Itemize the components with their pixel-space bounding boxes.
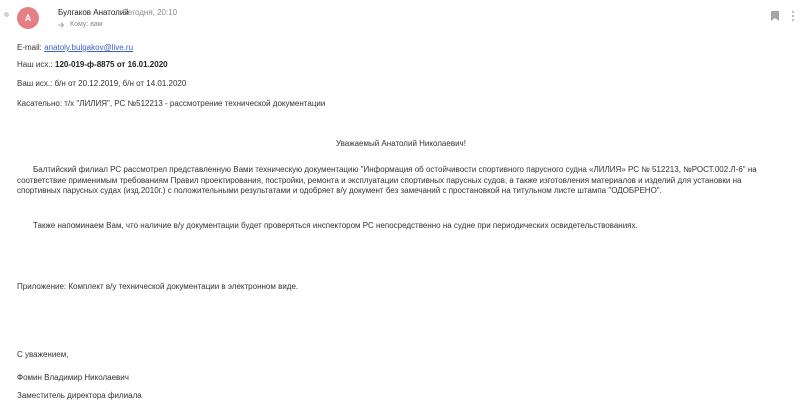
email-label: E-mail: [17, 43, 42, 52]
our-ref-label: Наш исх.: [17, 60, 53, 69]
your-reference: Ваш исх.: б/н от 20.12.2019, б/н от 14.01.2020 [17, 79, 187, 88]
unread-indicator-dot[interactable] [4, 12, 9, 17]
message-date: Сегодня, 20:10 [122, 8, 178, 17]
email-link[interactable]: anatoly.bulgakov@live.ru [44, 43, 134, 52]
sender-avatar[interactable] [17, 7, 39, 29]
recipient-line[interactable]: Кому: вам [70, 21, 103, 28]
closing: С уважением, [17, 350, 69, 359]
signer-name: Фомин Владимир Николаевич [17, 373, 129, 382]
paragraph-2: Также напоминаем Вам, что наличие в/у документации будет проверяться инспектором РС непосредственно на судне при периодических освидетельствованиях. [33, 221, 638, 230]
avatar-letter: А [24, 13, 32, 23]
greeting: Уважаемый Анатолий Николаевич! [336, 139, 466, 148]
attachment-note: Приложение: Комплект в/у технической документации в электронном виде. [17, 282, 299, 291]
bookmark-icon[interactable] [771, 11, 779, 21]
paragraph-1: Балтийский филиал РС рассмотрел представленную Вами техническую документацию "Информация об остойчивости спортивного парусного судна «ЛИЛИЯ» РС № 512213, №РОСТ.002.Л-6" на соответствие применимым требованиям Правил проектирования, постройки, ремонта и эксплуатации спортивных парусных судов, а также изготовления материалов и изделий для установки на спортивных парусных судах (изд.2010г.) с положительными результатами и одобряет в/у документ без замечаний с простановкой на титульном листе штампа "ОДОБРЕНО". [17, 165, 757, 195]
subject-line: Касательно: т/х "ЛИЛИЯ", РС №512213 - рассмотрение технической документации [17, 99, 326, 108]
email-row [17, 43, 133, 52]
our-ref-number: 120-019-ф-8875 [55, 60, 115, 69]
sender-name[interactable]: Булгаков Анатолий [58, 8, 129, 17]
our-ref-date: от 16.01.2020 [116, 60, 168, 69]
our-reference-row [17, 60, 168, 69]
recipient-icon [58, 22, 66, 28]
signer-title: Заместитель директора филиала [17, 391, 142, 400]
more-options-icon[interactable] [792, 11, 795, 23]
